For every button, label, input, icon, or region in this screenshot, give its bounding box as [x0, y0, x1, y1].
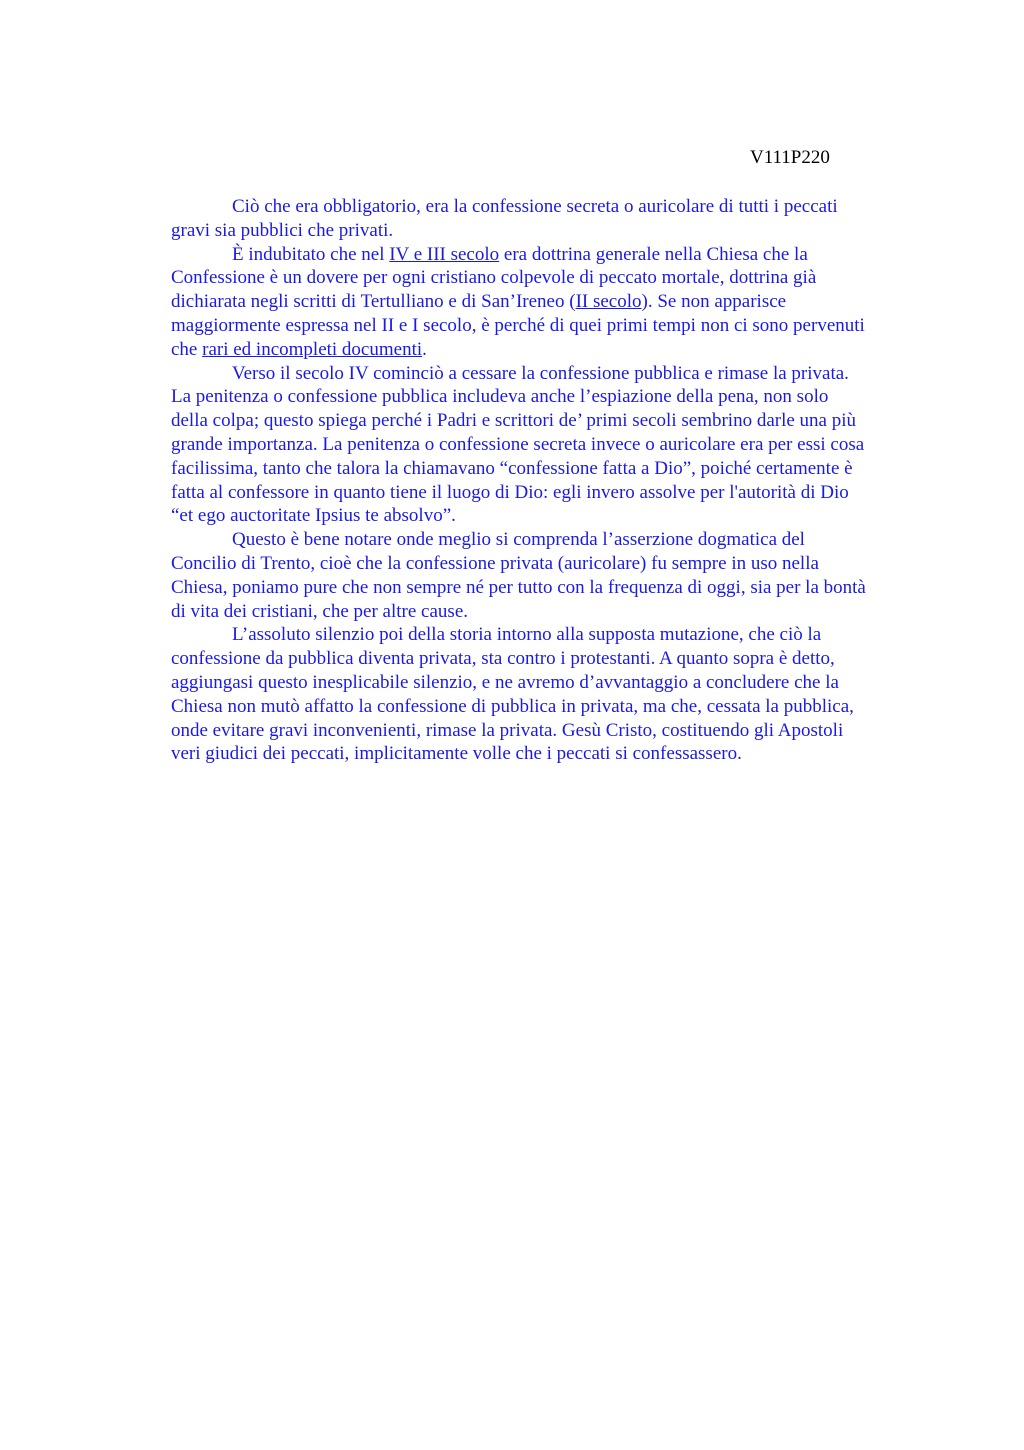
text-line	[171, 481, 931, 505]
text-line	[171, 219, 931, 243]
text-segment: “et ego auctoritate Ipsius te absolvo”.	[171, 505, 456, 527]
text-segment: .	[422, 338, 427, 360]
text-segment: Verso il secolo IV cominciò a cessare la confessione pubblica e rimase la privata.	[232, 362, 849, 384]
hyperlink[interactable]: rari ed incompleti documenti	[202, 338, 423, 360]
text-segment: onde evitare gravi inconvenienti, rimase la privata. Gesù Cristo, costituendo gli Apostoli	[171, 719, 844, 741]
text-segment: di vita dei cristiani, che per altre cause.	[171, 600, 469, 622]
paragraph	[171, 362, 931, 529]
text-segment: della colpa; questo spiega perché i Padri e scrittori de’ primi secoli sembrino darle una più	[171, 410, 857, 432]
text-line	[171, 362, 931, 386]
text-line	[171, 504, 931, 528]
text-segment: maggiormente espressa nel II e I secolo, è perché di quei primi tempi non ci sono pervenuti	[171, 314, 865, 336]
text-line	[171, 528, 931, 552]
text-line	[171, 195, 931, 219]
text-segment: La penitenza o confessione pubblica includeva anche l’espiazione della pena, non solo	[171, 386, 829, 408]
text-line	[171, 290, 931, 314]
paragraph	[171, 243, 931, 362]
text-line	[171, 314, 931, 338]
text-segment: Questo è bene notare onde meglio si comprenda l’asserzione dogmatica del	[232, 529, 805, 551]
text-segment: È indubitato che nel	[232, 243, 390, 265]
text-segment: dichiarata negli scritti di Tertulliano e di San’Ireneo (	[171, 291, 576, 313]
text-segment: facilissima, tanto che talora la chiamavano “confessione fatta a Dio”, poiché certamente è	[171, 457, 853, 479]
text-line	[171, 385, 931, 409]
text-line	[171, 266, 931, 290]
text-line	[171, 552, 931, 576]
text-line	[171, 695, 931, 719]
text-line	[171, 433, 931, 457]
paragraph	[171, 195, 931, 243]
hyperlink[interactable]: II secolo	[575, 291, 642, 313]
hyperlink[interactable]: IV e III secolo	[389, 243, 500, 265]
text-segment: era dottrina generale nella Chiesa che la	[499, 243, 808, 265]
paragraph	[171, 528, 931, 623]
text-line	[171, 671, 931, 695]
text-segment: Chiesa, poniamo pure che non sempre né per tutto con la frequenza di oggi, sia per la bontà	[171, 576, 866, 598]
text-line	[171, 719, 931, 743]
text-segment: che	[171, 338, 203, 360]
text-line	[171, 243, 931, 267]
text-segment: Concilio di Trento, cioè che la confessione privata (auricolare) fu sempre in uso nella	[171, 552, 819, 574]
text-segment: Ciò che era obbligatorio, era la confessione secreta o auricolare di tutti i peccati	[232, 196, 838, 217]
text-line	[171, 338, 931, 362]
paragraph	[171, 623, 931, 766]
document-body	[171, 195, 931, 766]
text-segment: Confessione è un dovere per ogni cristiano colpevole di peccato mortale, dottrina già	[171, 267, 817, 289]
text-segment: gravi sia pubblici che privati.	[171, 219, 394, 241]
text-line	[171, 742, 931, 766]
text-segment: fatta al confessore in quanto tiene il luogo di Dio: egli invero assolve per l'autorità di Dio	[171, 481, 849, 503]
text-line	[171, 409, 931, 433]
text-line	[171, 623, 931, 647]
text-line	[171, 600, 931, 624]
text-segment: Chiesa non mutò affatto la confessione di pubblica in privata, ma che, cessata la pubblica,	[171, 695, 854, 717]
text-segment: confessione da pubblica diventa privata, sta contro i protestanti. A quanto sopra è detto,	[171, 648, 835, 670]
text-line	[171, 647, 931, 671]
text-line	[171, 457, 931, 481]
text-line	[171, 576, 931, 600]
text-segment: ). Se non apparisce	[641, 291, 787, 313]
text-segment: L’assoluto silenzio poi della storia intorno alla supposta mutazione, che ciò la	[232, 624, 822, 646]
text-segment: veri giudici dei peccati, implicitamente volle che i peccati si confessassero.	[171, 743, 742, 765]
text-segment: aggiungasi questo inesplicabile silenzio, e ne avremo d’avvantaggio a concludere che la	[171, 671, 839, 693]
page-reference: V111P220	[750, 147, 830, 168]
text-segment: grande importanza. La penitenza o confessione secreta invece o auricolare era per essi cosa	[171, 433, 865, 455]
